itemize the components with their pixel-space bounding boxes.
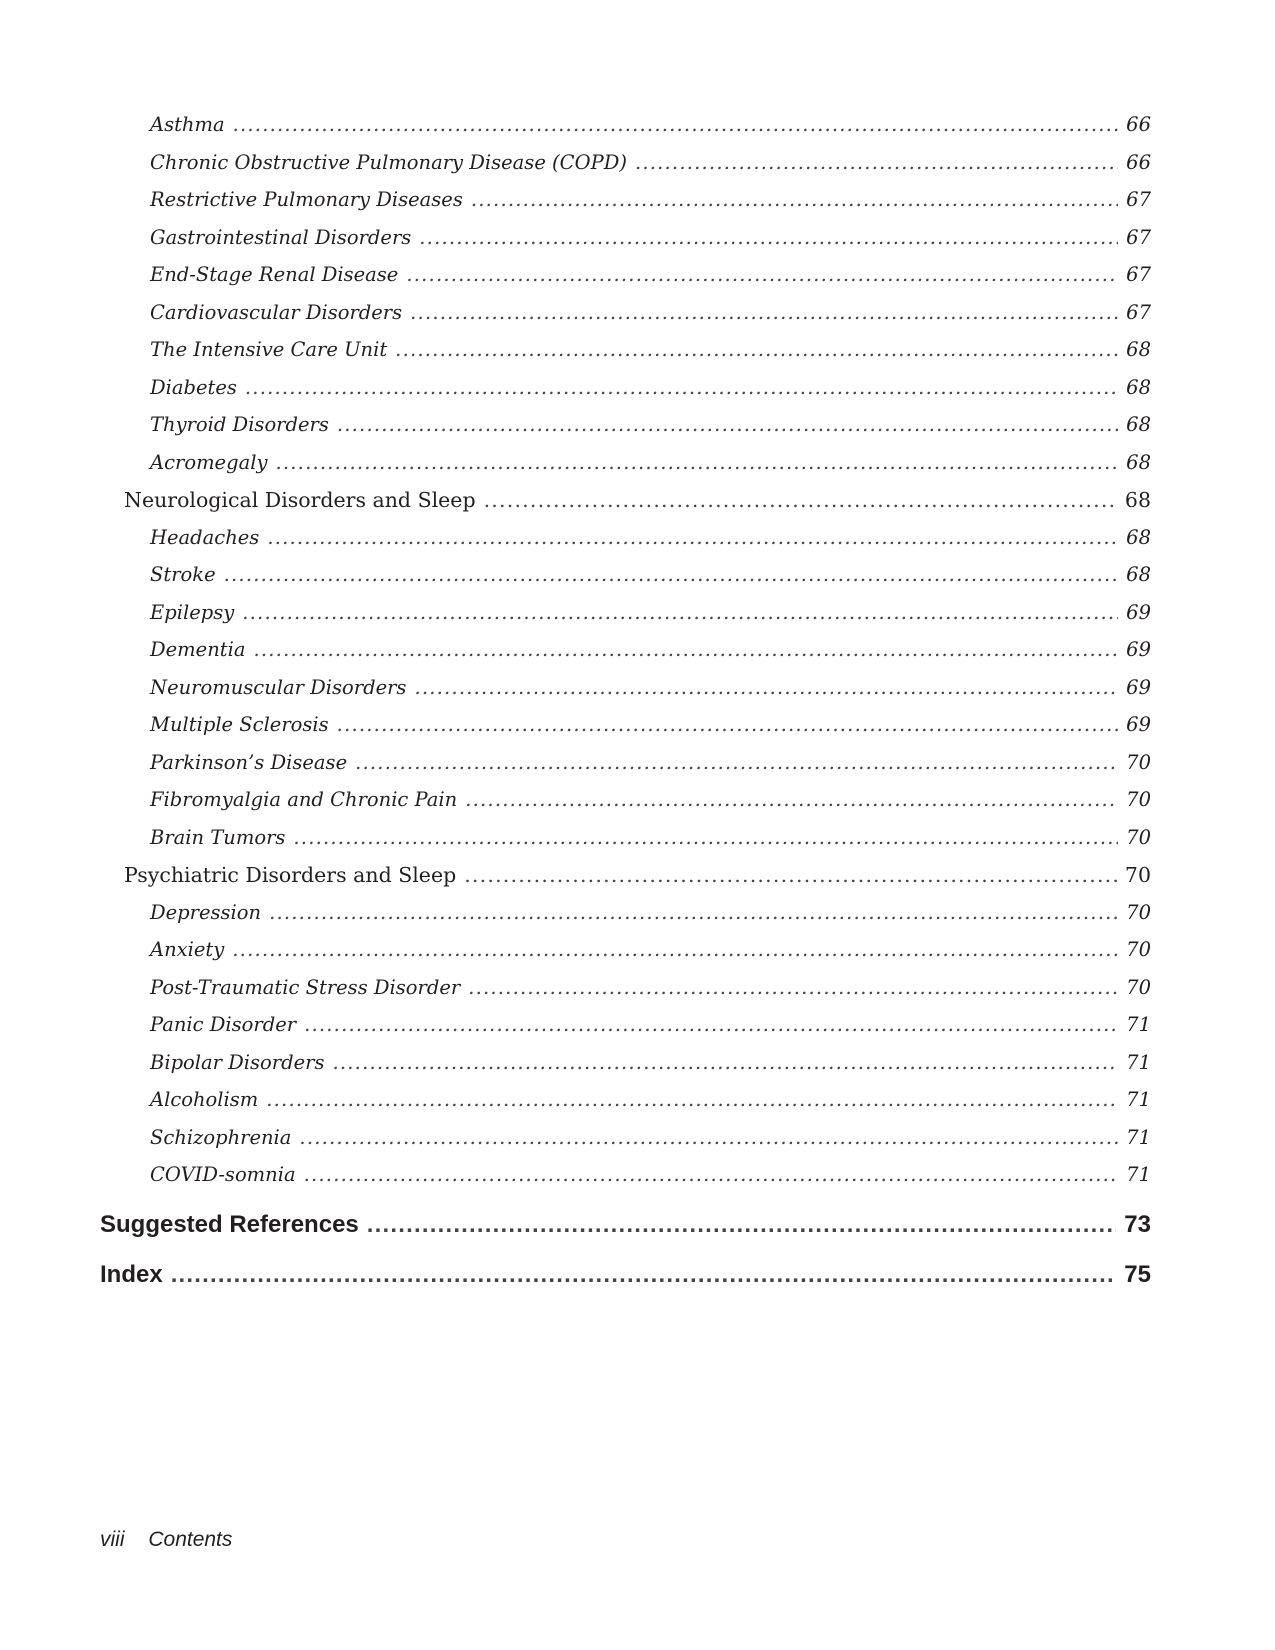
toc-chapter-entry[interactable] (100, 1211, 1151, 1261)
dot-leader (269, 901, 1118, 926)
toc-entry-title: Restrictive Pulmonary Diseases (150, 188, 471, 211)
toc-subsection-entry[interactable] (150, 301, 1151, 339)
dot-leader (267, 526, 1118, 551)
toc-entry-page: 68 (1126, 450, 1151, 474)
toc-entry-title: COVID-somnia (150, 1163, 304, 1186)
dot-leader (304, 1013, 1118, 1038)
toc-entry-title: Stroke (150, 563, 224, 586)
toc-section-entry[interactable] (124, 488, 1151, 526)
dot-leader (465, 788, 1118, 813)
toc-entry-page: 67 (1126, 225, 1151, 249)
toc-entry-page: 75 (1124, 1260, 1151, 1288)
toc-subsection-entry[interactable] (150, 1088, 1151, 1126)
toc-subsection-entry[interactable] (150, 451, 1151, 489)
toc-subsection-entry[interactable] (150, 713, 1151, 751)
toc-entry-page: 69 (1126, 600, 1151, 624)
toc-entry-page: 70 (1126, 825, 1151, 849)
toc-subsection-entry[interactable] (150, 563, 1151, 601)
dot-leader (233, 113, 1119, 138)
toc-entry-title: Neuromuscular Disorders (150, 676, 414, 699)
dot-leader (299, 1126, 1118, 1151)
toc-entry-title: End-Stage Renal Disease (150, 263, 406, 286)
toc-entry-page: 71 (1126, 1013, 1151, 1036)
dot-leader (253, 638, 1118, 663)
toc-entry-page: 67 (1126, 300, 1151, 324)
toc-section-entry[interactable] (124, 863, 1151, 901)
toc-entry-page: 70 (1124, 863, 1151, 887)
toc-entry-title: Schizophrenia (150, 1126, 299, 1149)
dot-leader (484, 488, 1117, 515)
toc-entry-page: 70 (1126, 975, 1151, 999)
dot-leader (245, 376, 1118, 401)
toc-entry-page: 67 (1126, 188, 1151, 211)
toc-subsection-entry[interactable] (150, 151, 1151, 189)
toc-subsection-entry[interactable] (150, 338, 1151, 376)
toc-entry-title: Suggested References (100, 1211, 367, 1239)
toc-entry-title: Gastrointestinal Disorders (150, 226, 419, 249)
dot-leader (471, 188, 1118, 213)
dot-leader (464, 863, 1117, 890)
toc-entry-title: Alcoholism (150, 1088, 266, 1111)
toc-entry-title: Neurological Disorders and Sleep (124, 488, 484, 512)
toc-entry-title: Panic Disorder (150, 1013, 304, 1036)
toc-entry-title: Parkinson’s Disease (150, 751, 355, 774)
toc-entry-page: 68 (1126, 375, 1151, 399)
toc-entry-title: Dementia (150, 638, 253, 661)
toc-entry-title: Acromegaly (150, 451, 275, 474)
toc-entry-page: 69 (1126, 675, 1151, 699)
dot-leader (395, 338, 1118, 363)
toc-entry-page: 67 (1126, 263, 1151, 286)
toc-subsection-entry[interactable] (150, 263, 1151, 301)
toc-subsection-entry[interactable] (150, 676, 1151, 714)
toc-subsection-entry[interactable] (150, 1126, 1151, 1164)
toc-subsection-entry[interactable] (150, 526, 1151, 564)
toc-subsection-entry[interactable] (150, 113, 1151, 151)
toc-entry-title: Epilepsy (150, 601, 242, 624)
dot-leader (337, 413, 1118, 438)
toc-subsection-entry[interactable] (150, 413, 1151, 451)
toc-entry-title: Fibromyalgia and Chronic Pain (150, 788, 465, 811)
toc-entry-page: 70 (1126, 938, 1151, 961)
dot-leader (275, 451, 1118, 476)
toc-entry-title: Bipolar Disorders (150, 1051, 332, 1074)
toc-subsection-entry[interactable] (150, 751, 1151, 789)
toc-subsection-entry[interactable] (150, 938, 1151, 976)
toc-entry-page: 69 (1126, 638, 1151, 661)
toc-entry-page: 68 (1124, 488, 1151, 512)
dot-leader (414, 676, 1118, 701)
dot-leader (406, 263, 1118, 288)
dot-leader (337, 713, 1119, 738)
dot-leader (468, 976, 1118, 1001)
toc-entry-page: 66 (1126, 113, 1151, 136)
toc-entry-page: 70 (1126, 788, 1151, 811)
toc-entry-title: Depression (150, 901, 269, 924)
table-of-contents (0, 113, 1275, 1311)
toc-entry-page: 70 (1126, 750, 1151, 774)
toc-subsection-entry[interactable] (150, 976, 1151, 1014)
dot-leader (355, 751, 1118, 776)
dot-leader (232, 938, 1118, 963)
toc-entry-page: 70 (1126, 900, 1151, 924)
toc-entry-page: 71 (1126, 1050, 1151, 1074)
toc-subsection-entry[interactable] (150, 638, 1151, 676)
toc-entry-title: Headaches (150, 526, 267, 549)
toc-entry-title: Post-Traumatic Stress Disorder (150, 976, 468, 999)
dot-leader (171, 1261, 1117, 1292)
toc-entry-title: Asthma (150, 113, 233, 136)
toc-subsection-entry[interactable] (150, 788, 1151, 826)
toc-subsection-entry[interactable] (150, 826, 1151, 864)
dot-leader (266, 1088, 1118, 1113)
toc-entry-page: 73 (1124, 1210, 1151, 1238)
toc-entry-title: Multiple Sclerosis (150, 713, 337, 736)
toc-subsection-entry[interactable] (150, 1013, 1151, 1051)
toc-entry-title: Psychiatric Disorders and Sleep (124, 863, 464, 887)
toc-subsection-entry[interactable] (150, 1051, 1151, 1089)
dot-leader (242, 601, 1118, 626)
toc-entry-title: Index (100, 1261, 171, 1289)
toc-entry-page: 71 (1126, 1163, 1151, 1186)
dot-leader (224, 563, 1119, 588)
dot-leader (332, 1051, 1118, 1076)
toc-entry-title: Thyroid Disorders (150, 413, 337, 436)
toc-entry-page: 69 (1126, 713, 1151, 736)
toc-entry-page: 68 (1126, 413, 1151, 436)
dot-leader (410, 301, 1118, 326)
toc-entry-page: 68 (1126, 525, 1151, 549)
toc-subsection-entry[interactable] (150, 376, 1151, 414)
toc-entry-title: Chronic Obstructive Pulmonary Disease (COPD) (150, 151, 635, 174)
dot-leader (419, 226, 1118, 251)
toc-subsection-entry[interactable] (150, 601, 1151, 639)
dot-leader (635, 151, 1118, 176)
toc-chapter-entry[interactable] (100, 1261, 1151, 1311)
toc-subsection-entry[interactable] (150, 901, 1151, 939)
dot-leader (367, 1211, 1117, 1242)
toc-entry-page: 68 (1126, 563, 1151, 586)
toc-entry-page: 66 (1126, 150, 1151, 174)
toc-entry-title: The Intensive Care Unit (150, 338, 395, 361)
toc-entry-title: Diabetes (150, 376, 245, 399)
toc-subsection-entry[interactable] (150, 226, 1151, 264)
toc-entry-title: Cardiovascular Disorders (150, 301, 410, 324)
toc-entries (0, 113, 1275, 1201)
toc-entry-page: 71 (1126, 1125, 1151, 1149)
toc-entry-page: 71 (1126, 1088, 1151, 1111)
page-footer (100, 1528, 250, 1552)
footer-page-number: viii (100, 1528, 125, 1551)
toc-subsection-entry[interactable] (150, 1163, 1151, 1201)
dot-leader (304, 1163, 1119, 1188)
toc-major-entries (0, 1211, 1275, 1311)
toc-entry-page: 68 (1126, 338, 1151, 361)
toc-entry-title: Brain Tumors (150, 826, 293, 849)
dot-leader (293, 826, 1118, 851)
spacer (0, 1201, 1275, 1211)
toc-subsection-entry[interactable] (150, 188, 1151, 226)
footer-running-head: Contents (148, 1528, 233, 1551)
toc-entry-title: Anxiety (150, 938, 232, 961)
